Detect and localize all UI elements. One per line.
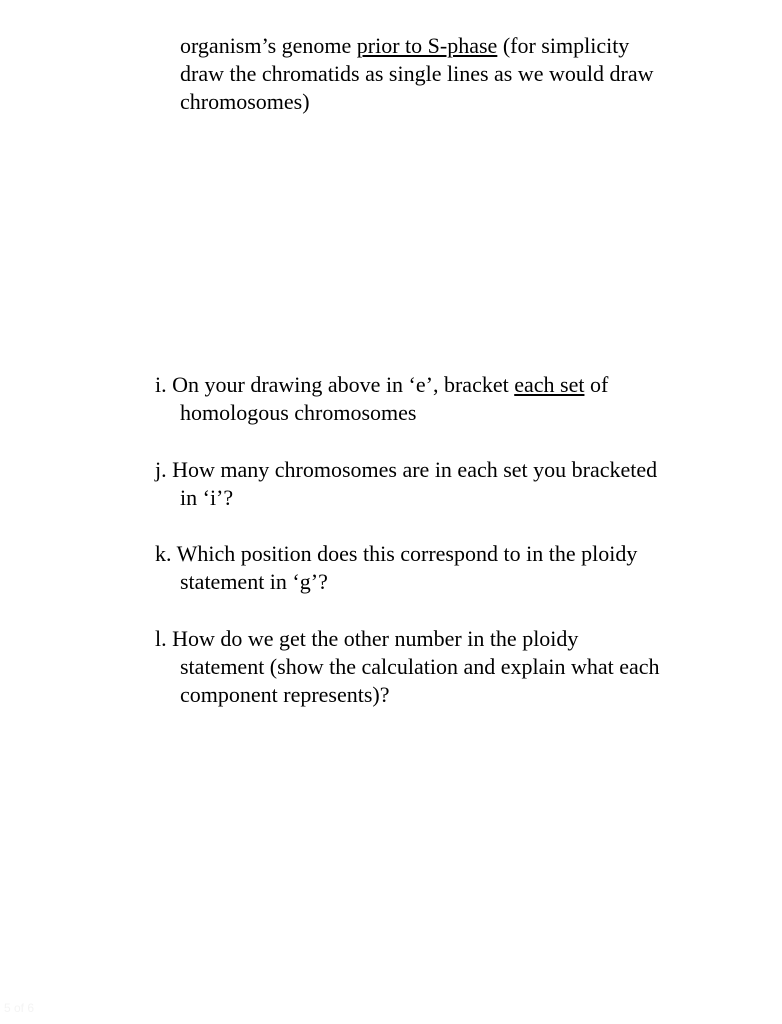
intro-line-2: draw the chromatids as single lines as we would draw [180, 61, 654, 86]
question-j-line-2: in ‘i’? [180, 485, 234, 510]
question-i-line-2: homologous chromosomes [180, 400, 417, 425]
question-k-line-2: statement in ‘g’? [180, 569, 328, 594]
question-l-line-3: component represents)? [180, 682, 390, 707]
intro-line-3: chromosomes) [180, 89, 310, 114]
question-j-line-1: j. How many chromosomes are in each set you bracketed [155, 457, 658, 482]
intro-line-1-after: (for simplicity [497, 33, 630, 58]
intro-line-1 [180, 32, 629, 60]
intro-line-1-before: organism’s genome [180, 33, 357, 58]
prior-to-s-phase-underlined: prior to S-phase [356, 33, 498, 58]
question-l-line-1: l. How do we get the other number in the ploidy [155, 626, 579, 651]
question-i-after: of [584, 372, 609, 397]
question-i-before: i. On your drawing above in ‘e’, bracket [155, 372, 515, 397]
question-k-line-1: k. Which position does this correspond to in the ploidy [155, 541, 638, 566]
page-number: 5 of 6 [4, 1001, 35, 1015]
each-set-underlined: each set [514, 372, 585, 397]
question-l-line-2: statement (show the calculation and explain what each [180, 654, 660, 679]
question-i-line-1 [155, 371, 608, 399]
